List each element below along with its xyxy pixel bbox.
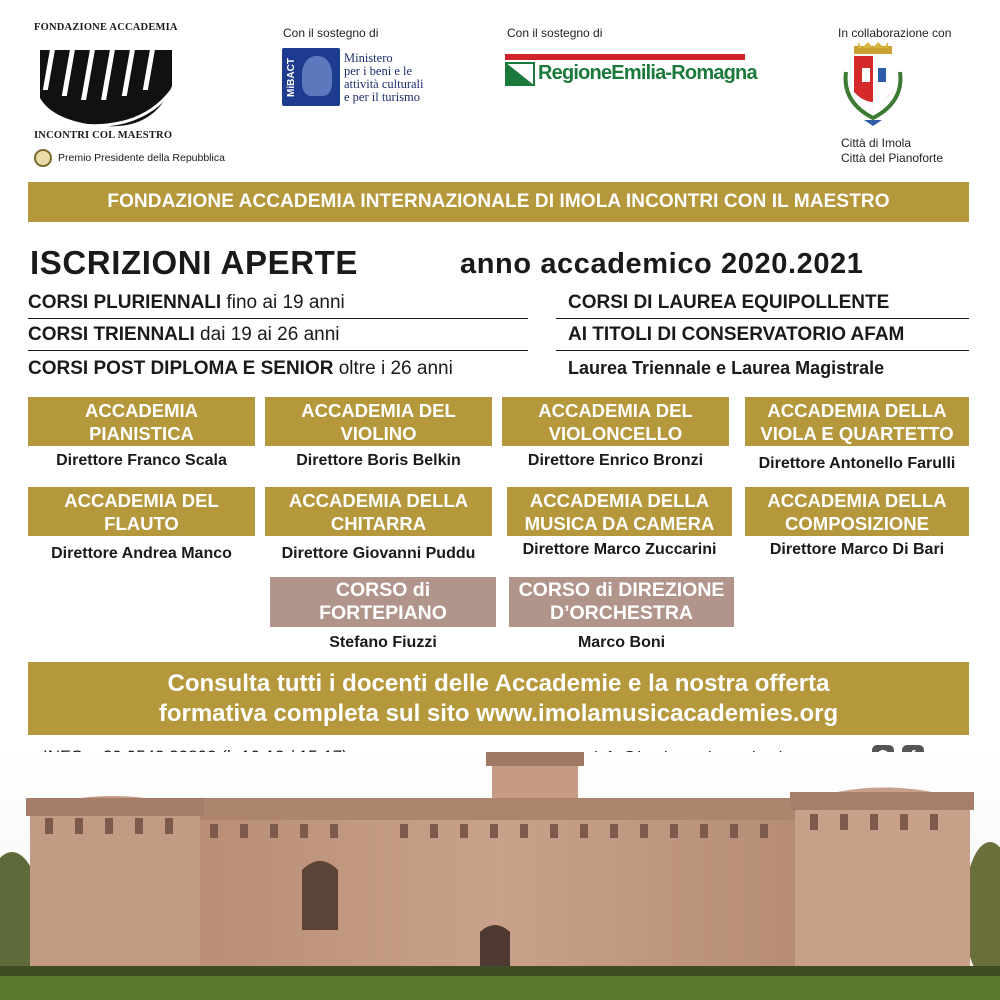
course-teacher: Marco Boni — [577, 634, 666, 651]
imola-line: Città di Imola — [841, 136, 912, 150]
academy-line: ACCADEMIA DELLA — [767, 399, 947, 421]
course-box-line: CORSO di — [335, 579, 431, 601]
academy-director: Direttore Enrico Bronzi — [527, 452, 704, 469]
course-teacher: Stefano Fiuzzi — [329, 634, 437, 651]
castle-photo — [0, 752, 1000, 1000]
academy-line: CHITARRA — [330, 512, 427, 534]
castle-lawn — [0, 974, 1000, 1000]
cta-banner — [28, 662, 969, 735]
academy-line: ACCADEMIA DEL — [301, 399, 456, 421]
regione-logo — [505, 54, 757, 90]
academy-line: ACCADEMIA DEL — [538, 399, 693, 421]
course-box-line: FORTEPIANO — [319, 602, 447, 624]
cta-line: formativa completa sul sito www.imolamusicacademies.org — [158, 700, 839, 727]
mibact-text — [344, 52, 454, 104]
academy-box-chamber — [507, 487, 732, 536]
course-box-line: CORSO di DIREZIONE — [518, 579, 725, 601]
headline-year: anno accademico 2020.2021 — [460, 248, 864, 280]
imola-crest-icon — [840, 42, 906, 132]
imola-collab-label: In collaborazione con — [838, 26, 952, 40]
course-line-light: dai 19 ai 26 anni — [194, 324, 340, 345]
mibact-line: attività culturali — [344, 77, 424, 91]
course-line — [28, 292, 528, 319]
academy-line: ACCADEMIA DELLA — [288, 489, 469, 511]
academy-line: VIOLA E QUARTETTO — [760, 422, 954, 444]
award-text: Premio Presidente della Repubblica — [58, 152, 225, 164]
imola-text — [841, 136, 943, 166]
academy-box-piano — [28, 397, 255, 446]
academy-director: Direttore Boris Belkin — [296, 452, 461, 469]
mibact-side-text: MiBACT — [285, 58, 297, 97]
academy-line: FLAUTO — [104, 512, 179, 534]
academy-director: Direttore Andrea Manco — [51, 545, 232, 562]
mibact-line: Ministero — [344, 51, 393, 65]
mibact-support-label: Con il sostegno di — [283, 26, 379, 40]
academy-box-composition — [745, 487, 969, 536]
course-line — [28, 358, 528, 385]
regione-support-label: Con il sostegno di — [507, 26, 603, 40]
academy-box-flute — [28, 487, 255, 536]
course-box-conducting — [509, 577, 734, 627]
course-line-light: fino ai 19 anni — [221, 292, 345, 313]
mibact-logo — [282, 48, 442, 110]
course-line — [28, 324, 528, 351]
republic-emblem-icon — [34, 149, 52, 167]
academy-director: Direttore Giovanni Puddu — [281, 545, 476, 562]
academy-line: MUSICA DA CAMERA — [524, 512, 715, 534]
castle-left-tower — [30, 796, 200, 976]
foundation-logo — [30, 22, 225, 172]
headline-main: ISCRIZIONI APERTE — [30, 244, 359, 281]
foundation-logo-top-text: FONDAZIONE ACCADEMIA — [34, 22, 178, 33]
banner-title: FONDAZIONE ACCADEMIA INTERNAZIONALE DI IMOLA INCONTRI CON IL MAESTRO — [28, 182, 969, 222]
imola-line: Città del Pianoforte — [841, 151, 944, 165]
mibact-line: per i beni e le — [344, 64, 413, 78]
course-line-bold: CORSI PLURIENNALI — [28, 292, 222, 313]
foundation-logo-bottom-text: INCONTRI COL MAESTRO — [34, 130, 173, 141]
academy-line: VIOLINO — [340, 422, 417, 444]
cta-line: Consulta tutti i docenti delle Accademie e la nostra offerta — [167, 670, 830, 697]
degree-line: Laurea Triennale e Laurea Magistrale — [568, 358, 885, 378]
course-line-bold: CORSI TRIENNALI — [28, 324, 195, 345]
academy-line: ACCADEMIA DELLA — [529, 489, 710, 511]
degree-line: AI TITOLI DI CONSERVATORIO AFAM — [556, 324, 969, 351]
academy-line: ACCADEMIA DELLA — [767, 489, 947, 511]
regione-name: RegioneEmilia-Romagna — [538, 62, 757, 84]
mibact-line: e per il turismo — [344, 90, 421, 104]
academy-director: Direttore Franco Scala — [56, 452, 227, 469]
academy-line: COMPOSIZIONE — [785, 512, 929, 534]
course-box-line: D’ORCHESTRA — [549, 602, 693, 624]
degree-line: CORSI DI LAUREA EQUIPOLLENTE — [556, 292, 969, 319]
academy-box-guitar — [265, 487, 492, 536]
course-line-bold: CORSI POST DIPLOMA E SENIOR — [28, 358, 334, 379]
academy-box-violin — [265, 397, 492, 446]
academy-director: Direttore Marco Di Bari — [769, 541, 945, 558]
academy-line: PIANISTICA — [89, 422, 194, 444]
academy-director: Direttore Marco Zuccarini — [522, 541, 717, 558]
piano-keys-logo-icon — [34, 38, 176, 134]
course-box-fortepiano — [270, 577, 496, 627]
course-line-light: oltre i 26 anni — [333, 358, 453, 379]
academy-director: Direttore Antonello Farulli — [758, 455, 956, 472]
mibact-bust-icon — [282, 48, 340, 106]
academy-line: VIOLONCELLO — [548, 422, 683, 444]
academy-line: ACCADEMIA — [84, 399, 199, 421]
academy-box-viola — [745, 397, 969, 446]
academy-box-cello — [502, 397, 729, 446]
castle-right-tower — [795, 787, 970, 976]
academy-line: ACCADEMIA DEL — [64, 489, 219, 511]
